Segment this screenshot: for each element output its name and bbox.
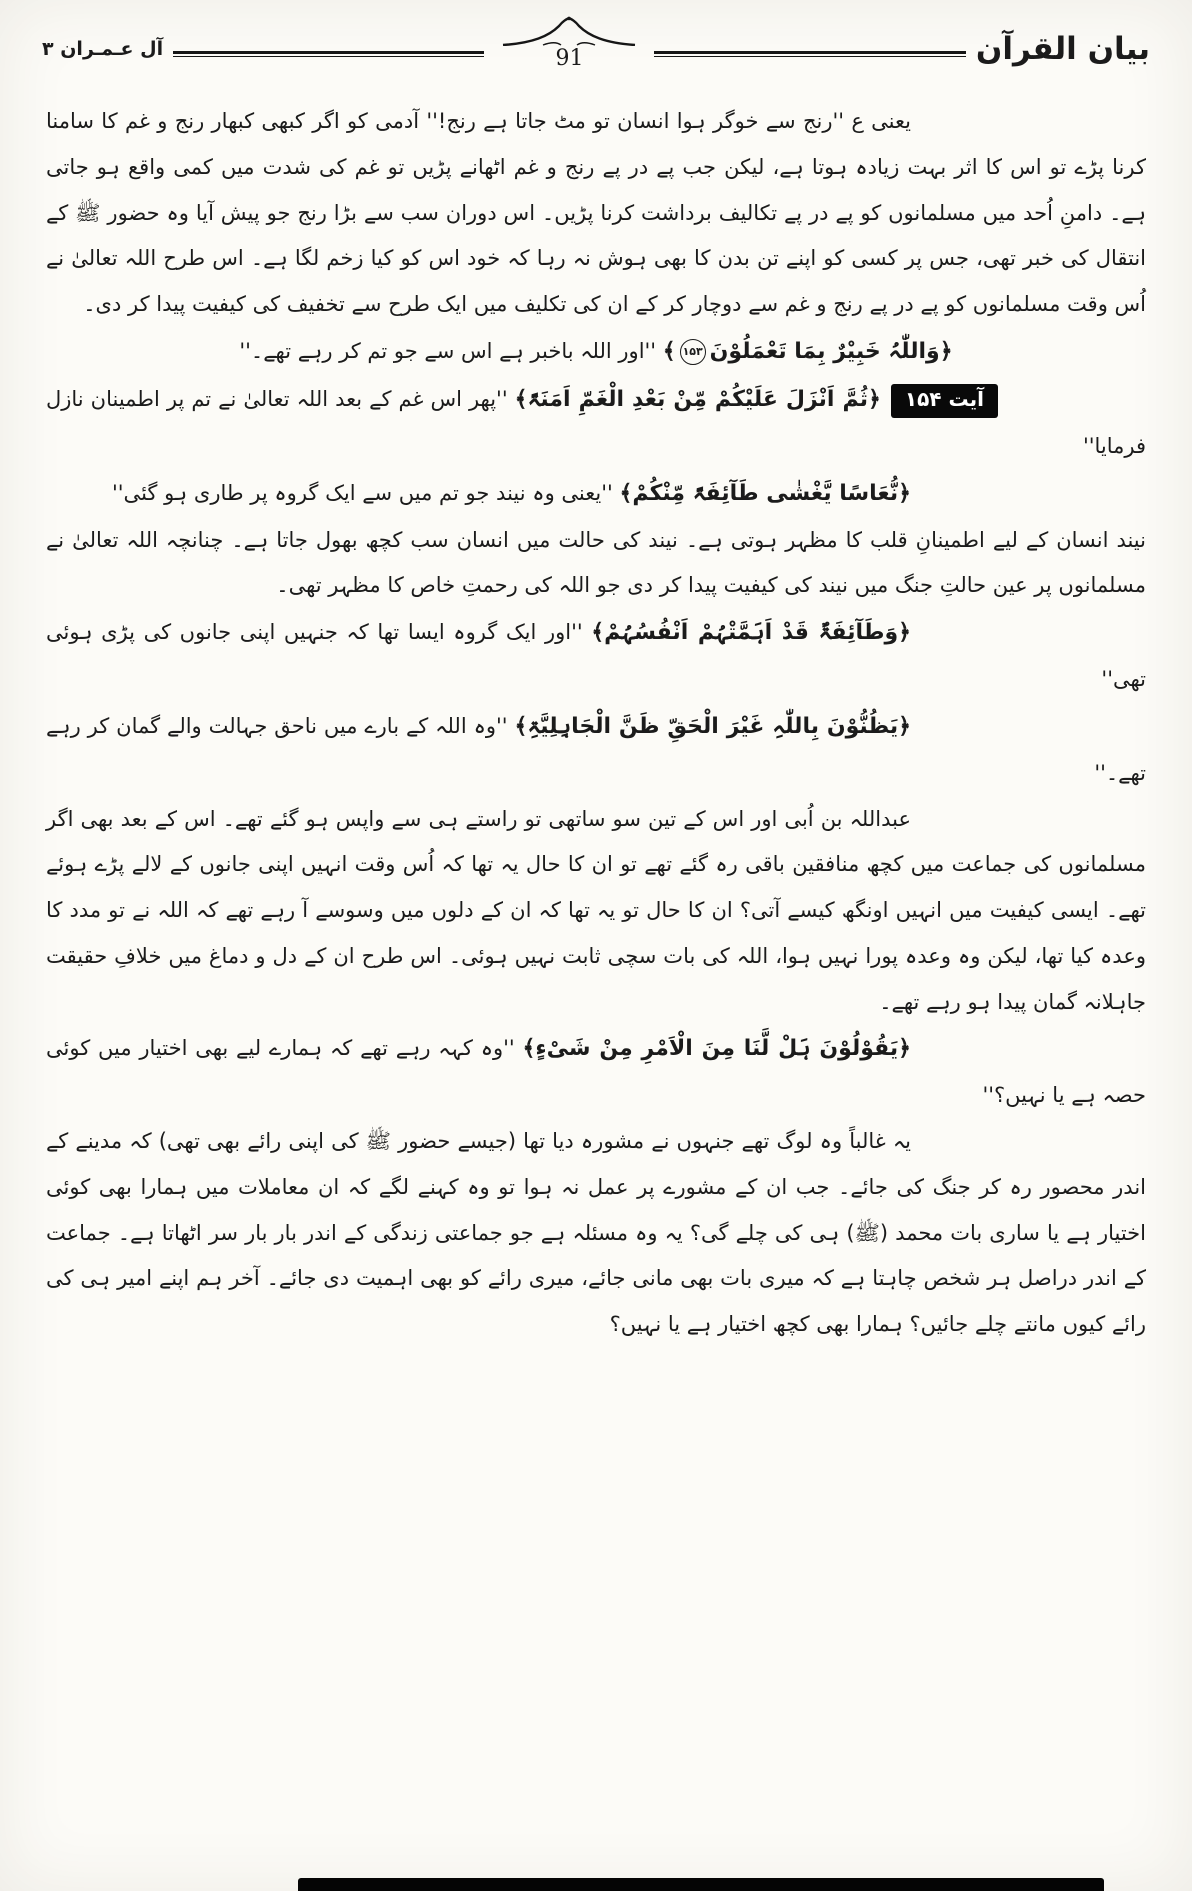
verse-arabic: ﴿وَطَآئِفَۃٌ قَدْ اَہَمَّتْہُمْ اَنْفُسُہُمْ﴾ — [591, 620, 912, 646]
verse-translation: ''اور ایک گروہ ایسا تھا کہ جنہیں اپنی جانوں کی پڑی ہوئی تھی'' — [46, 620, 1146, 692]
page-number: 91 — [555, 46, 584, 71]
verse-arabic: ﴿یَظُنُّوْنَ بِاللّٰہِ غَیْرَ الْحَقِّ ظَنَّ الْجَاہِلِیَّۃِ﴾ — [514, 713, 911, 739]
verse-close-bracket: ﴾ — [662, 339, 676, 365]
chapter-title: آل عـمـران ٣ — [41, 37, 164, 60]
quran-verse-taifa — [46, 609, 1146, 703]
commentary-paragraph-sleep: نیند انسان کے لیے اطمینانِ قلب کا مظہر ہوتی ہے۔ نیند کی حالت میں انسان سب کچھ بھول جاتا ہے۔ چنانچہ اللہ تعالیٰ نے مسلمانوں پر عین حالتِ جنگ میں نیند کی کیفیت پیدا کر دی جو اللہ کی رحمتِ خاص کا مظہر تھی۔ — [46, 527, 1146, 598]
header-rule-right — [654, 51, 965, 57]
book-title: بیان القرآن — [975, 30, 1150, 67]
quran-verse-154 — [46, 376, 1146, 470]
page-header — [0, 0, 1192, 75]
verse-translation: ''پھر اس غم کے بعد اللہ تعالیٰ نے تم پر اطمینان نازل فرمایا'' — [46, 386, 1146, 458]
commentary-paragraph-munafiqeen: عبداللہ بن اُبی اور اس کے تین سو ساتھی تو راستے ہی سے واپس ہو گئے تھے۔ اس کے بعد بھی اگر مسلمانوں کی جماعت میں کچھ منافقین باقی رہ گئے تھے تو ان کا حال یہ تھا کہ اُس وقت انہیں اپنی جانوں کے لالے پڑے ہوئے تھے۔ ایسی کیفیت میں انہیں اونگھ کیسے آتی؟ ان کا حال تو یہ تھا کہ ان کے دلوں میں وسوسے آ رہے تھے کہ اللہ نے تو مدد کا وعدہ کیا تھا، لیکن وہ وعدہ پورا نہیں ہوا، اللہ کی بات سچی ثابت نہیں ہوئی۔ اس طرح ان کے دل و دماغ میں خلافِ حقیقت جاہلانہ گمان پیدا ہو رہے تھے۔ — [46, 806, 1146, 1014]
page-number-ornament — [494, 16, 644, 71]
header-rule-left — [173, 51, 484, 57]
verse-arabic: ﴿وَاللّٰہُ خَبِیْرٌ بِمَا تَعْمَلُوْنَ — [709, 339, 953, 365]
verse-translation: ''وہ اللہ کے بارے میں ناحق جہالت والے گمان کر رہے تھے۔'' — [46, 713, 1146, 785]
scan-edge-artifact — [298, 1878, 1104, 1891]
verse-translation: ''یعنی وہ نیند جو تم میں سے ایک گروہ پر طاری ہو گئی'' — [112, 480, 613, 505]
commentary-paragraph-intro: یعنی ع ''رنج سے خوگر ہوا انسان تو مٹ جاتا ہے رنج!'' آدمی کو اگر کبھی کبھار رنج و غم کا سامنا کرنا پڑے تو اس کا اثر بہت زیادہ ہوتا ہے، لیکن جب پے در پے رنج و غم اٹھانے پڑیں تو غم کی شدت میں کمی واقع ہو جاتی ہے۔ دامنِ اُحد میں مسلمانوں کو پے در پے تکالیف برداشت کرنا پڑیں۔ اس دوران سب سے بڑا رنج جو پیش آیا وہ حضور ﷺ کے انتقال کی خبر تھی، جس پر کسی کو اپنے تن بدن کا بھی ہوش نہ رہا کہ خود اس کو کیا زخم لگا ہے۔ اس طرح اللہ تعالیٰ نے اُس وقت مسلمانوں کو پے در پے رنج و غم سے دوچار کر کے ان کی تکلیف میں ایک طرح سے تخفیف کی کیفیت پیدا کر دی۔ — [46, 109, 1146, 317]
verse-arabic: ﴿ثُمَّ اَنْزَلَ عَلَیْکُمْ مِّنْ بَعْدِ الْغَمِّ اَمَنَۃً﴾ — [514, 386, 881, 412]
verse-translation: ''وہ کہہ رہے تھے کہ ہمارے لیے بھی اختیار میں کوئی حصہ ہے یا نہیں؟'' — [46, 1036, 1146, 1108]
quran-verse-zann — [46, 703, 1146, 797]
quran-verse-nuas — [46, 470, 1146, 518]
verse-translation: ''اور اللہ باخبر ہے اس سے جو تم کر رہے تھے۔'' — [239, 339, 657, 364]
quran-verse-yaquloon — [46, 1025, 1146, 1119]
commentary-paragraph-mashwarah: یہ غالباً وہ لوگ تھے جنہوں نے مشورہ دیا تھا (جیسے حضور ﷺ کی اپنی رائے بھی تھی) کہ مدینے کے اندر محصور رہ کر جنگ کی جائے۔ جب ان کے مشورے پر عمل نہ ہوا تو وہ کہنے لگے کہ ان معاملات میں ہمارا بھی کوئی اختیار ہے یا ساری بات محمد (ﷺ) ہی کی چلے گی؟ یہ وہ مسئلہ ہے جو جماعتی زندگی کے اندر بار بار سر اٹھاتا ہے۔ جماعت کے اندر دراصل ہر شخص چاہتا ہے کہ میری بات بھی مانی جائے، میری رائے کو بھی اہمیت دی جائے۔ آخر ہم اپنے امیر ہی کی رائے کیوں مانتے چلے جائیں؟ ہمارا بھی کچھ اختیار ہے یا نہیں؟ — [46, 1129, 1146, 1337]
ayah-number-badge: آیت ۱۵۴ — [891, 384, 998, 418]
verse-arabic: ﴿نُّعَاسًا یَّغْشٰی طَآئِفَۃً مِّنْکُمْ﴾ — [619, 480, 911, 506]
quran-verse-153 — [46, 328, 1146, 376]
page-body — [0, 75, 1192, 1348]
ayah-end-icon: ۱۵۳ — [680, 339, 706, 365]
crest-icon — [499, 16, 639, 46]
verse-arabic: ﴿یَقُوْلُوْنَ ہَلْ لَّنَا مِنَ الْاَمْرِ مِنْ شَیْءٍ﴾ — [522, 1036, 911, 1062]
